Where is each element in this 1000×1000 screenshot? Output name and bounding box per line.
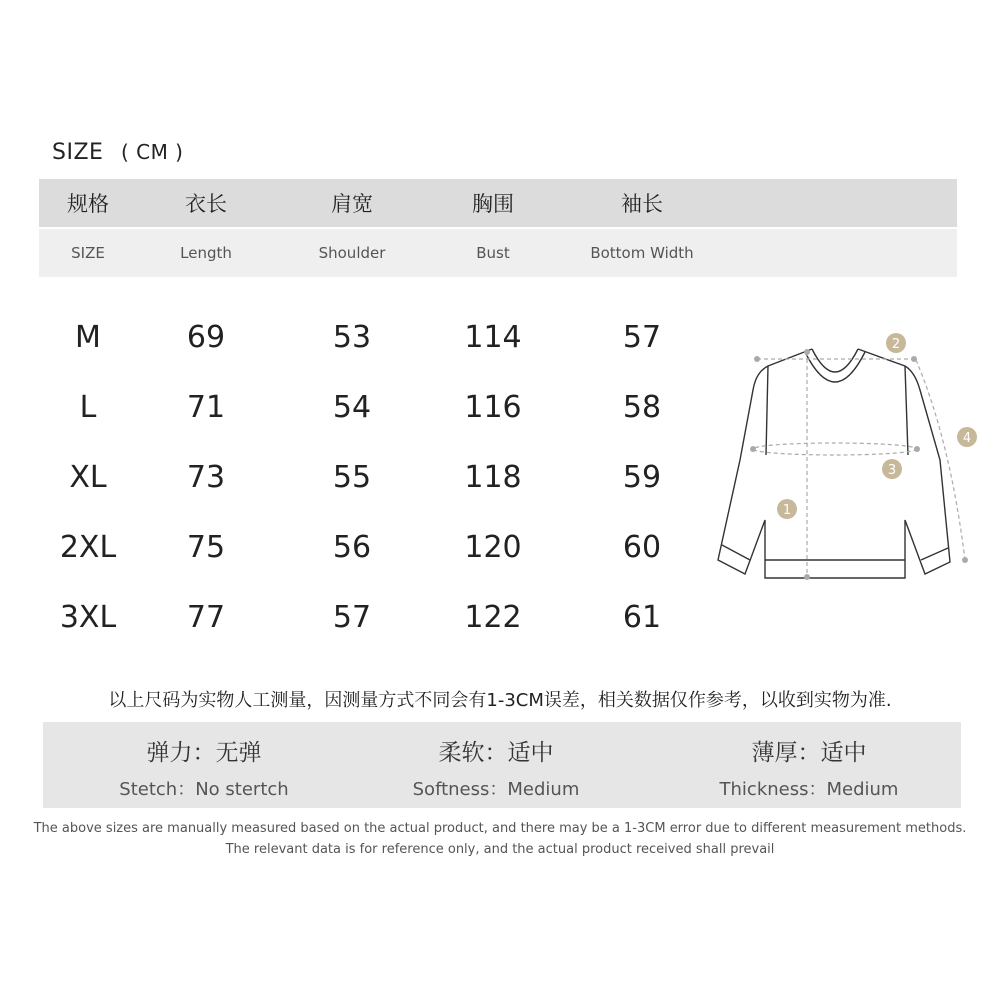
property-thickness-en: Thickness：Medium	[719, 779, 899, 800]
measurement-guides	[753, 352, 965, 577]
table-row	[39, 384, 739, 434]
bust-cell: 122	[464, 600, 522, 635]
property-stretch-en: Stetch：No stertch	[119, 779, 289, 800]
shoulder-cell: 56	[332, 530, 372, 565]
title-label: SIZE	[52, 140, 104, 165]
header-cn-length: 衣长	[185, 192, 227, 216]
title-unit: ( CM )	[120, 140, 184, 164]
note-en-line-1: The above sizes are manually measured based on the actual product, and there may be a 1-3CM error due to different measurement methods.	[33, 821, 967, 836]
sleeve-cell: 58	[622, 390, 662, 425]
property-softness	[346, 722, 646, 801]
note-en-line-2: The relevant data is for reference only, and the actual product received shall prevail	[225, 842, 775, 857]
svg-text:2: 2	[891, 337, 901, 352]
marker-4-icon	[957, 427, 977, 447]
table-row	[39, 594, 739, 644]
svg-text:3: 3	[887, 463, 897, 478]
measurement-endpoints	[750, 349, 968, 580]
size-cell: 2XL	[59, 530, 117, 565]
bust-cell: 120	[464, 530, 522, 565]
bust-cell: 116	[464, 390, 522, 425]
property-stretch-cn: 弹力：无弹	[146, 740, 262, 766]
header-en-bust: Bust	[476, 244, 510, 262]
table-row	[39, 524, 739, 574]
table-row	[39, 454, 739, 504]
header-en-shoulder: Shoulder	[318, 244, 386, 262]
length-cell: 71	[186, 390, 226, 425]
marker-3-icon	[882, 459, 902, 479]
size-cell: XL	[69, 460, 107, 495]
marker-1-icon	[777, 499, 797, 519]
property-thickness-cn: 薄厚：适中	[751, 740, 867, 766]
size-cell: 3XL	[59, 600, 117, 635]
header-cn-shoulder: 肩宽	[331, 192, 373, 216]
shoulder-cell: 57	[332, 600, 372, 635]
shoulder-cell: 53	[332, 320, 372, 355]
header-cn-bust: 胸围	[472, 192, 514, 216]
property-softness-cn: 柔软：适中	[438, 740, 554, 766]
header-en-size: SIZE	[71, 244, 105, 262]
bust-cell: 114	[464, 320, 522, 355]
header-row-english	[39, 229, 957, 277]
property-softness-en: Softness：Medium	[412, 779, 580, 800]
length-cell: 73	[186, 460, 226, 495]
header-row-chinese	[39, 179, 957, 227]
measurement-note-chinese: 以上尺码为实物人工测量，因测量方式不同会有1-3CM误差，相关数据仅作参考，以收到实物为准.	[108, 690, 892, 711]
sleeve-cell: 57	[622, 320, 662, 355]
header-cn-size: 规格	[67, 192, 109, 216]
bust-cell: 118	[464, 460, 522, 495]
header-en-sleeve: Bottom Width	[590, 244, 694, 262]
header-cn-sleeve: 袖长	[621, 192, 663, 216]
size-cell: M	[75, 320, 101, 355]
size-cell: L	[79, 390, 97, 425]
svg-text:1: 1	[782, 503, 792, 518]
size-chart-title	[52, 140, 183, 165]
length-cell: 69	[186, 320, 226, 355]
property-thickness	[659, 722, 959, 801]
sleeve-cell: 61	[622, 600, 662, 635]
fabric-properties-panel	[43, 722, 961, 808]
length-cell: 75	[186, 530, 226, 565]
sleeve-cell: 59	[622, 460, 662, 495]
length-cell: 77	[186, 600, 226, 635]
shoulder-cell: 54	[332, 390, 372, 425]
sweatshirt-outline-icon	[718, 349, 950, 578]
sleeve-cell: 60	[622, 530, 662, 565]
measurement-note-english	[0, 818, 1000, 860]
property-stretch	[54, 722, 354, 801]
marker-2-icon	[886, 333, 906, 353]
sweatshirt-measurement-diagram	[700, 330, 990, 600]
table-row	[39, 314, 739, 364]
svg-text:4: 4	[962, 431, 972, 446]
shoulder-cell: 55	[332, 460, 372, 495]
header-en-length: Length	[180, 244, 232, 262]
